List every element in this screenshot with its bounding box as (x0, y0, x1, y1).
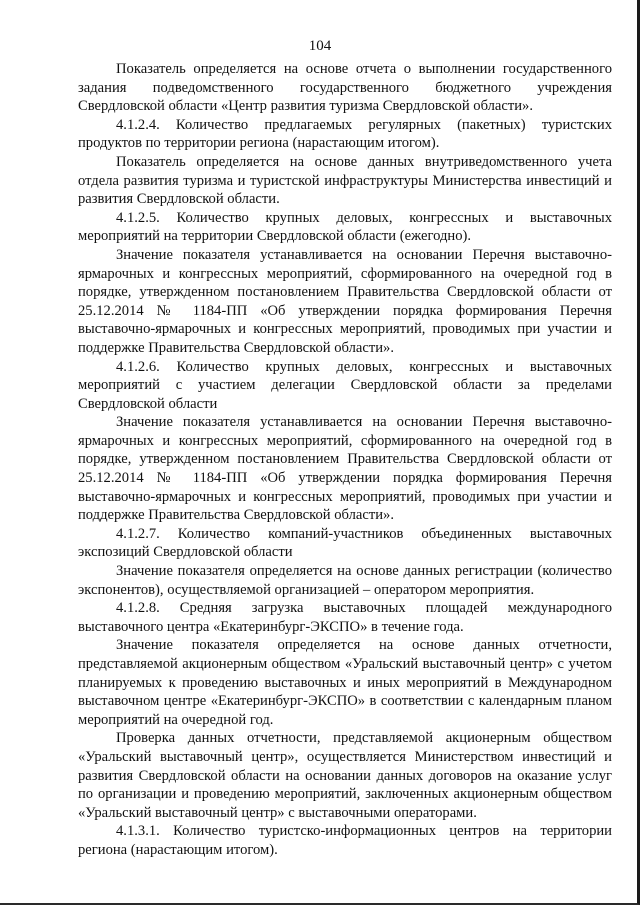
document-body (78, 60, 612, 860)
paragraph-4-1-2-5-heading: 4.1.2.5. Количество крупных деловых, конгрессных и выставочных мероприятий на территории Свердловской области (ежегодно). (78, 209, 612, 245)
page-number: 104 (308, 38, 332, 54)
paragraph-4-1-2-4-basis: Показатель определяется на основе данных внутриведомственного учета отдела развития туризма и туристской инфраструктуры Министерства инвестиций и развития Свердловской области. (78, 153, 612, 208)
paragraph-4-1-2-5-basis: Значение показателя устанавливается на основании Перечня выставочно-ярмарочных и конгрессных мероприятий, сформированного на очередной год в порядке, утвержденном постановлением Правительства Свердловской области от 25.12.2014 № 1184-ПП «Об утверждении порядка формирования Перечня выставочно-ярмарочных и конгрессных мероприятий, проводимых при участии и поддержке Правительства Свердловской области». (78, 246, 612, 356)
paragraph-4-1-2-6-basis: Значение показателя устанавливается на основании Перечня выставочно-ярмарочных и конгрессных мероприятий, сформированного на очередной год в порядке, утвержденном постановлением Правительства Свердловской области от 25.12.2014 № 1184-ПП «Об утверждении порядка формирования Перечня выставочно-ярмарочных и конгрессных мероприятий, проводимых при участии и поддержке Правительства Свердловской области». (78, 414, 612, 524)
paragraph-4-1-2-8-heading: 4.1.2.8. Средняя загрузка выставочных площадей международного выставочного центра «Екатеринбург-ЭКСПО» в течение года. (78, 600, 612, 635)
paragraph-indicator-basis: Показатель определяется на основе отчета о выполнении государственного задания подведомственного государственного бюджетного учреждения Свердловской области «Центр развития туризма Свердловской области». (78, 61, 612, 115)
paragraph-4-1-2-7-heading: 4.1.2.7. Количество компаний-участников объединенных выставочных экспозиций Свердловской области (78, 525, 612, 561)
paragraph-4-1-2-6-heading: 4.1.2.6. Количество крупных деловых, конгрессных и выставочных мероприятий с участием делегации Свердловской области за пределами Свердловской области (78, 358, 612, 412)
paragraph-verification: Проверка данных отчетности, представляемой акционерным обществом «Уральский выставочный центр», осуществляется Министерством инвестиций и развития Свердловской области на основании данных договоров на оказание услуг по организации и проведению мероприятий, заключенных акционерным обществом «Уральский выставочный центр» с выставочными операторами. (78, 730, 612, 821)
paragraph-4-1-2-7-basis: Значение показателя определяется на основе данных регистрации (количество экспонентов), осуществляемой организацией – оператором мероприятия. (78, 563, 612, 598)
paragraph-4-1-2-4-heading: 4.1.2.4. Количество предлагаемых регулярных (пакетных) туристских продуктов по территории региона (нарастающим итогом). (78, 116, 612, 152)
paragraph-4-1-3-1-heading: 4.1.3.1. Количество туристско-информационных центров на территории региона (нарастающим итогом). (78, 823, 612, 858)
paragraph-4-1-2-8-basis: Значение показателя определяется на основе данных отчетности, представляемой акционерным обществом «Уральский выставочный центр» с учетом планируемых к проведению выставочных и иных мероприятий в Международном выставочном центре «Екатеринбург-ЭКСПО» в соответствии с календарным планом мероприятий на очередной год. (78, 637, 612, 728)
